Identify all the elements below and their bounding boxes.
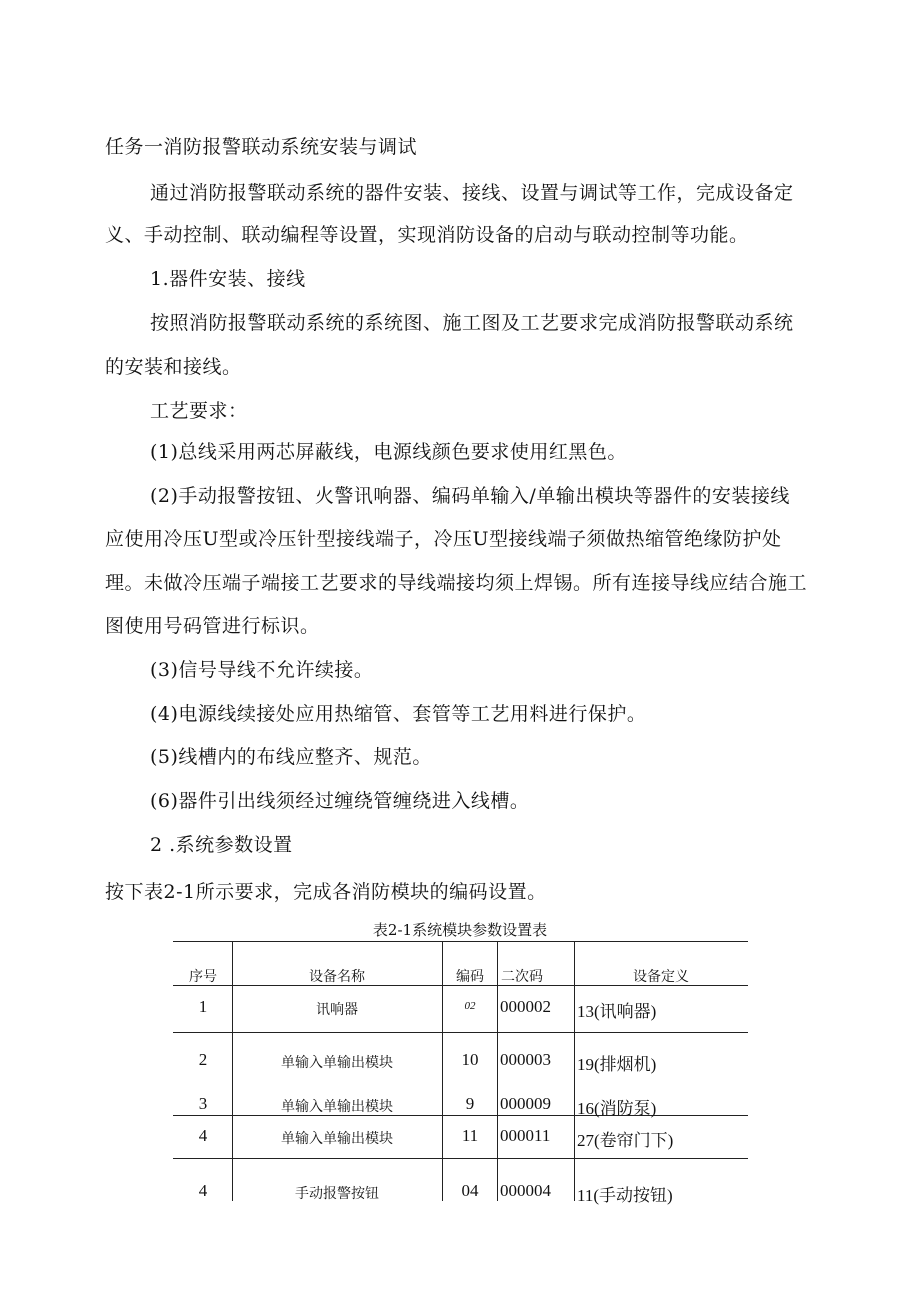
table-cell-definition: 11(手动按钮) [577, 1186, 673, 1205]
table-cell-code: 02 [464, 1000, 476, 1012]
step1-heading: 1.器件安装、接线 [150, 268, 306, 290]
requirement-6: (6)器件引出线须经过缠绕管缠绕进入线槽。 [150, 790, 530, 812]
requirement-3: (3)信号导线不允许续接。 [150, 659, 374, 681]
table-cell-code: 9 [465, 1094, 475, 1113]
table-cell-index: 2 [198, 1050, 208, 1069]
table-cell-code: 10 [461, 1050, 479, 1069]
process-heading: 工艺要求： [150, 400, 248, 422]
table-header-cell: 二次码 [501, 969, 543, 985]
table-col-divider-2 [442, 941, 443, 1201]
table-cell-secondary-code: 000002 [500, 997, 551, 1016]
requirement-2-line-2: 应使用冷压U型或冷压针型接线端子，冷压U型接线端子须做热缩管绝缘防护处 [105, 528, 782, 550]
table-cell-secondary-code: 000009 [500, 1094, 551, 1113]
table-cell-definition: 16(消防泵) [577, 1099, 657, 1118]
requirement-2-line-3: 理。未做冷压端子端接工艺要求的导线端接均须上焊锡。所有连接导线应结合施工 [105, 572, 808, 594]
table-col-divider-4 [574, 941, 575, 1201]
table-cell-code: 04 [461, 1181, 479, 1200]
table-rule-row1 [173, 1032, 748, 1033]
requirement-5: (5)线槽内的布线应整齐、规范。 [150, 746, 432, 768]
table-cell-index: 1 [198, 997, 208, 1016]
table-cell-device: 单输入单输出模块 [281, 1055, 393, 1071]
table-cell-device: 讯响器 [316, 1002, 358, 1018]
requirement-1: (1)总线采用两芯屏蔽线，电源线颜色要求使用红黑色。 [150, 441, 627, 463]
table-cell-code: 11 [461, 1126, 479, 1145]
table-col-divider-1 [232, 941, 233, 1201]
table-cell-secondary-code: 000003 [500, 1050, 551, 1069]
requirement-2-line-1: (2)手动报警按钮、火警讯响器、编码单输入/单输出模块等器件的安装接线 [150, 485, 790, 507]
table-rule-row3 [173, 1115, 748, 1116]
table-cell-index: 4 [198, 1181, 208, 1200]
table-cell-definition: 13(讯响器) [577, 1002, 657, 1021]
table-rule-top [173, 941, 748, 942]
intro-line-1: 通过消防报警联动系统的器件安装、接线、设置与调试等工作，完成设备定 [150, 182, 794, 204]
table-cell-device: 单输入单输出模块 [281, 1099, 393, 1115]
table-caption: 表2-1系统模块参数设置表 [372, 921, 548, 939]
table-cell-definition: 19(排烟机) [577, 1055, 657, 1074]
table-header-cell: 序号 [189, 969, 217, 985]
step2-heading: 2 .系统参数设置 [150, 834, 293, 856]
table-cell-device: 单输入单输出模块 [281, 1131, 393, 1147]
step1-body-line-1: 按照消防报警联动系统的系统图、施工图及工艺要求完成消防报警联动系统 [150, 312, 794, 334]
table-col-divider-3 [497, 941, 498, 1201]
requirement-2-line-4: 图使用号码管进行标识。 [105, 615, 320, 637]
table-header-cell: 设备名称 [309, 969, 365, 985]
table-cell-secondary-code: 000004 [500, 1181, 551, 1200]
intro-line-2: 义、手动控制、联动编程等设置，实现消防设备的启动与联动控制等功能。 [105, 224, 749, 246]
table-header-cell: 编码 [456, 969, 484, 985]
table-rule-row4 [173, 1158, 748, 1159]
step2-body: 按下表2-1所示要求，完成各消防模块的编码设置。 [105, 881, 547, 903]
table-cell-device: 手动报警按钮 [295, 1186, 379, 1202]
table-cell-secondary-code: 000011 [500, 1126, 551, 1145]
step1-body-line-2: 的安装和接线。 [105, 356, 242, 378]
table-cell-index: 4 [198, 1126, 208, 1145]
requirement-4: (4)电源线续接处应用热缩管、套管等工艺用料进行保护。 [150, 703, 647, 725]
section-title: 任务一消防报警联动系统安装与调试 [105, 136, 418, 158]
table-cell-index: 3 [198, 1094, 208, 1113]
table-cell-definition: 27(卷帘门下) [577, 1131, 674, 1150]
table-header-cell: 设备定义 [633, 969, 689, 985]
